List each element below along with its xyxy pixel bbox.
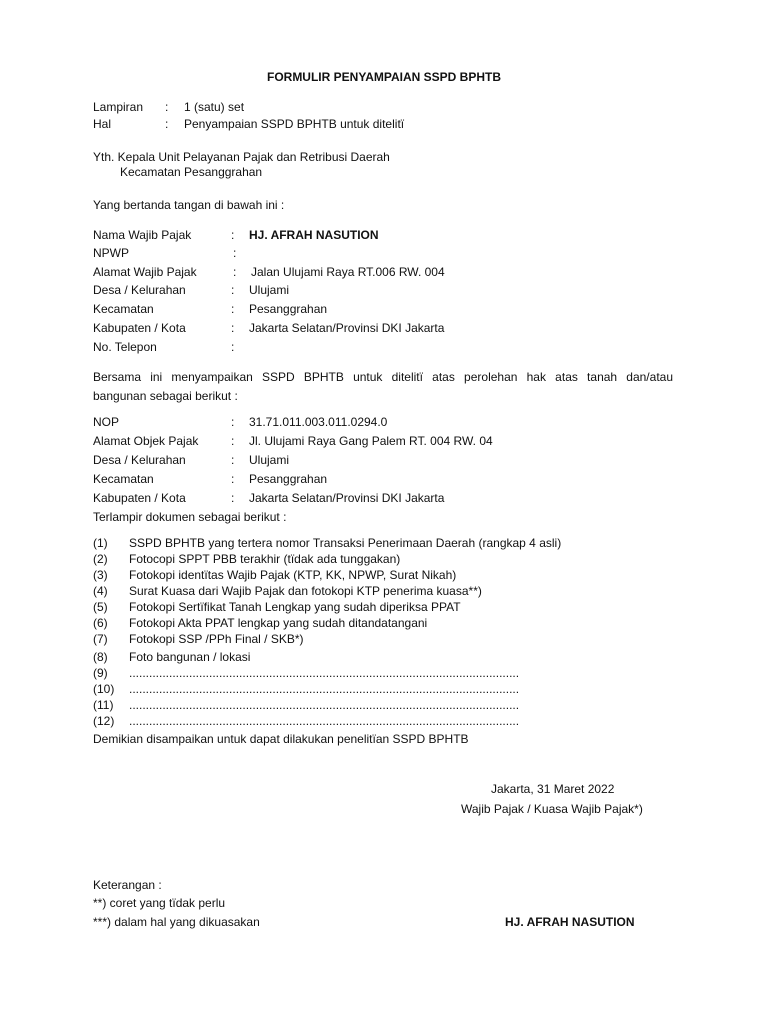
- signature-place-date: Jakarta, 31 Maret 2022: [491, 782, 615, 796]
- field-separator: :: [165, 100, 169, 114]
- field-separator: :: [231, 340, 235, 354]
- field-label: NPWP: [93, 246, 129, 260]
- item-number: (2): [93, 552, 108, 566]
- field-label: Kecamatan: [93, 302, 154, 316]
- item-text: Fotokopi Akta PPAT lengkap yang sudah ditandatangani: [129, 616, 428, 630]
- item-number: (6): [93, 616, 108, 630]
- item-text: Fotocopi SPPT PBB terakhir (tïdak ada tunggakan): [129, 552, 401, 566]
- field-label: Kabupaten / Kota: [93, 491, 186, 505]
- field-label: Hal: [93, 117, 112, 131]
- item-text: .....................................................................................................................: [129, 666, 520, 680]
- field-separator: :: [231, 321, 235, 335]
- field-label: Kabupaten / Kota: [93, 321, 186, 335]
- field-value: HJ. AFRAH NASUTION: [249, 228, 379, 242]
- field-label: NOP: [93, 415, 120, 429]
- field-label: Alamat Wajib Pajak: [93, 265, 197, 279]
- item-text: Fotokopi identïtas Wajib Pajak (KTP, KK, NPWP, Surat Nikah): [129, 568, 457, 582]
- notes-line-2: ***) dalam hal yang dikuasakan: [93, 915, 260, 929]
- signature-name: HJ. AFRAH NASUTION: [505, 915, 635, 929]
- item-number: (1): [93, 536, 108, 550]
- field-separator: :: [233, 246, 237, 260]
- field-value: Jalan Ulujami Raya RT.006 RW. 004: [251, 265, 445, 279]
- item-number: (11): [93, 698, 114, 712]
- item-number: (10): [93, 682, 115, 696]
- field-separator: :: [231, 491, 235, 505]
- notes-heading: Keterangan :: [93, 878, 162, 892]
- addressee-line-2: Kecamatan Pesanggrahan: [120, 165, 263, 179]
- item-text: Surat Kuasa dari Wajib Pajak dan fotokopi KTP penerima kuasa**): [129, 584, 482, 598]
- item-number: (12): [93, 714, 115, 728]
- field-separator: :: [231, 434, 235, 448]
- field-separator: :: [231, 228, 235, 242]
- field-value: Jakarta Selatan/Provinsi DKI Jakarta: [249, 491, 445, 505]
- field-value: 31.71.011.003.011.0294.0: [249, 415, 388, 429]
- field-label: Lampiran: [93, 100, 144, 114]
- item-number: (7): [93, 632, 108, 646]
- addressee-line-1: Yth. Kepala Unit Pelayanan Pajak dan Retribusi Daerah: [93, 150, 390, 164]
- statement-paragraph: [93, 368, 673, 406]
- field-value: Penyampaian SSPD BPHTB untuk ditelitï: [184, 117, 405, 131]
- field-separator: :: [231, 283, 235, 297]
- field-label: Desa / Kelurahan: [93, 453, 186, 467]
- closing-text: Demikian disampaikan untuk dapat dilakukan penelitïan SSPD BPHTB: [93, 732, 469, 746]
- statement-line-1: Bersama ini menyampaikan SSPD BPHTB untuk ditelitï atas perolehan hak atas tanah dan/atau: [93, 370, 673, 384]
- field-label: Desa / Kelurahan: [93, 283, 186, 297]
- intro-text: Yang bertanda tangan di bawah ini :: [93, 198, 285, 212]
- field-value: Pesanggrahan: [249, 302, 328, 316]
- field-value: Pesanggrahan: [249, 472, 328, 486]
- field-label: Nama Wajib Pajak: [93, 228, 192, 242]
- item-number: (4): [93, 584, 108, 598]
- notes-line-1: **) coret yang tïdak perlu: [93, 896, 226, 910]
- item-number: (5): [93, 600, 108, 614]
- field-value: Ulujami: [249, 283, 290, 297]
- item-text: SSPD BPHTB yang tertera nomor Transaksi Penerimaan Daerah (rangkap 4 asli): [129, 536, 562, 550]
- item-number: (8): [93, 650, 108, 664]
- field-separator: :: [231, 472, 235, 486]
- field-value: Jakarta Selatan/Provinsi DKI Jakarta: [249, 321, 445, 335]
- field-separator: :: [231, 415, 235, 429]
- item-text: Fotokopi Sertïfikat Tanah Lengkap yang sudah diperiksa PPAT: [129, 600, 461, 614]
- field-value: Ulujami: [249, 453, 290, 467]
- field-separator: :: [233, 265, 237, 279]
- field-separator: :: [165, 117, 169, 131]
- attachments-intro: Terlampir dokumen sebagai berikut :: [93, 510, 287, 524]
- item-text: Fotokopi SSP /PPh Final / SKB*): [129, 632, 304, 646]
- item-number: (9): [93, 666, 108, 680]
- field-separator: :: [231, 453, 235, 467]
- field-value: Jl. Ulujami Raya Gang Palem RT. 004 RW. 04: [249, 434, 493, 448]
- item-number: (3): [93, 568, 108, 582]
- field-label: Kecamatan: [93, 472, 154, 486]
- item-text: .....................................................................................................................: [129, 682, 520, 696]
- field-label: Alamat Objek Pajak: [93, 434, 199, 448]
- item-text: .....................................................................................................................: [129, 714, 520, 728]
- document-title: FORMULIR PENYAMPAIAN SSPD BPHTB: [266, 70, 502, 84]
- field-label: No. Telepon: [93, 340, 157, 354]
- signature-role: Wajib Pajak / Kuasa Wajib Pajak*): [461, 802, 643, 816]
- statement-line-2: bangunan sebagai berikut :: [93, 389, 238, 403]
- field-separator: :: [231, 302, 235, 316]
- item-text: .....................................................................................................................: [129, 698, 520, 712]
- item-text: Foto bangunan / lokasi: [129, 650, 251, 664]
- field-value: 1 (satu) set: [184, 100, 245, 114]
